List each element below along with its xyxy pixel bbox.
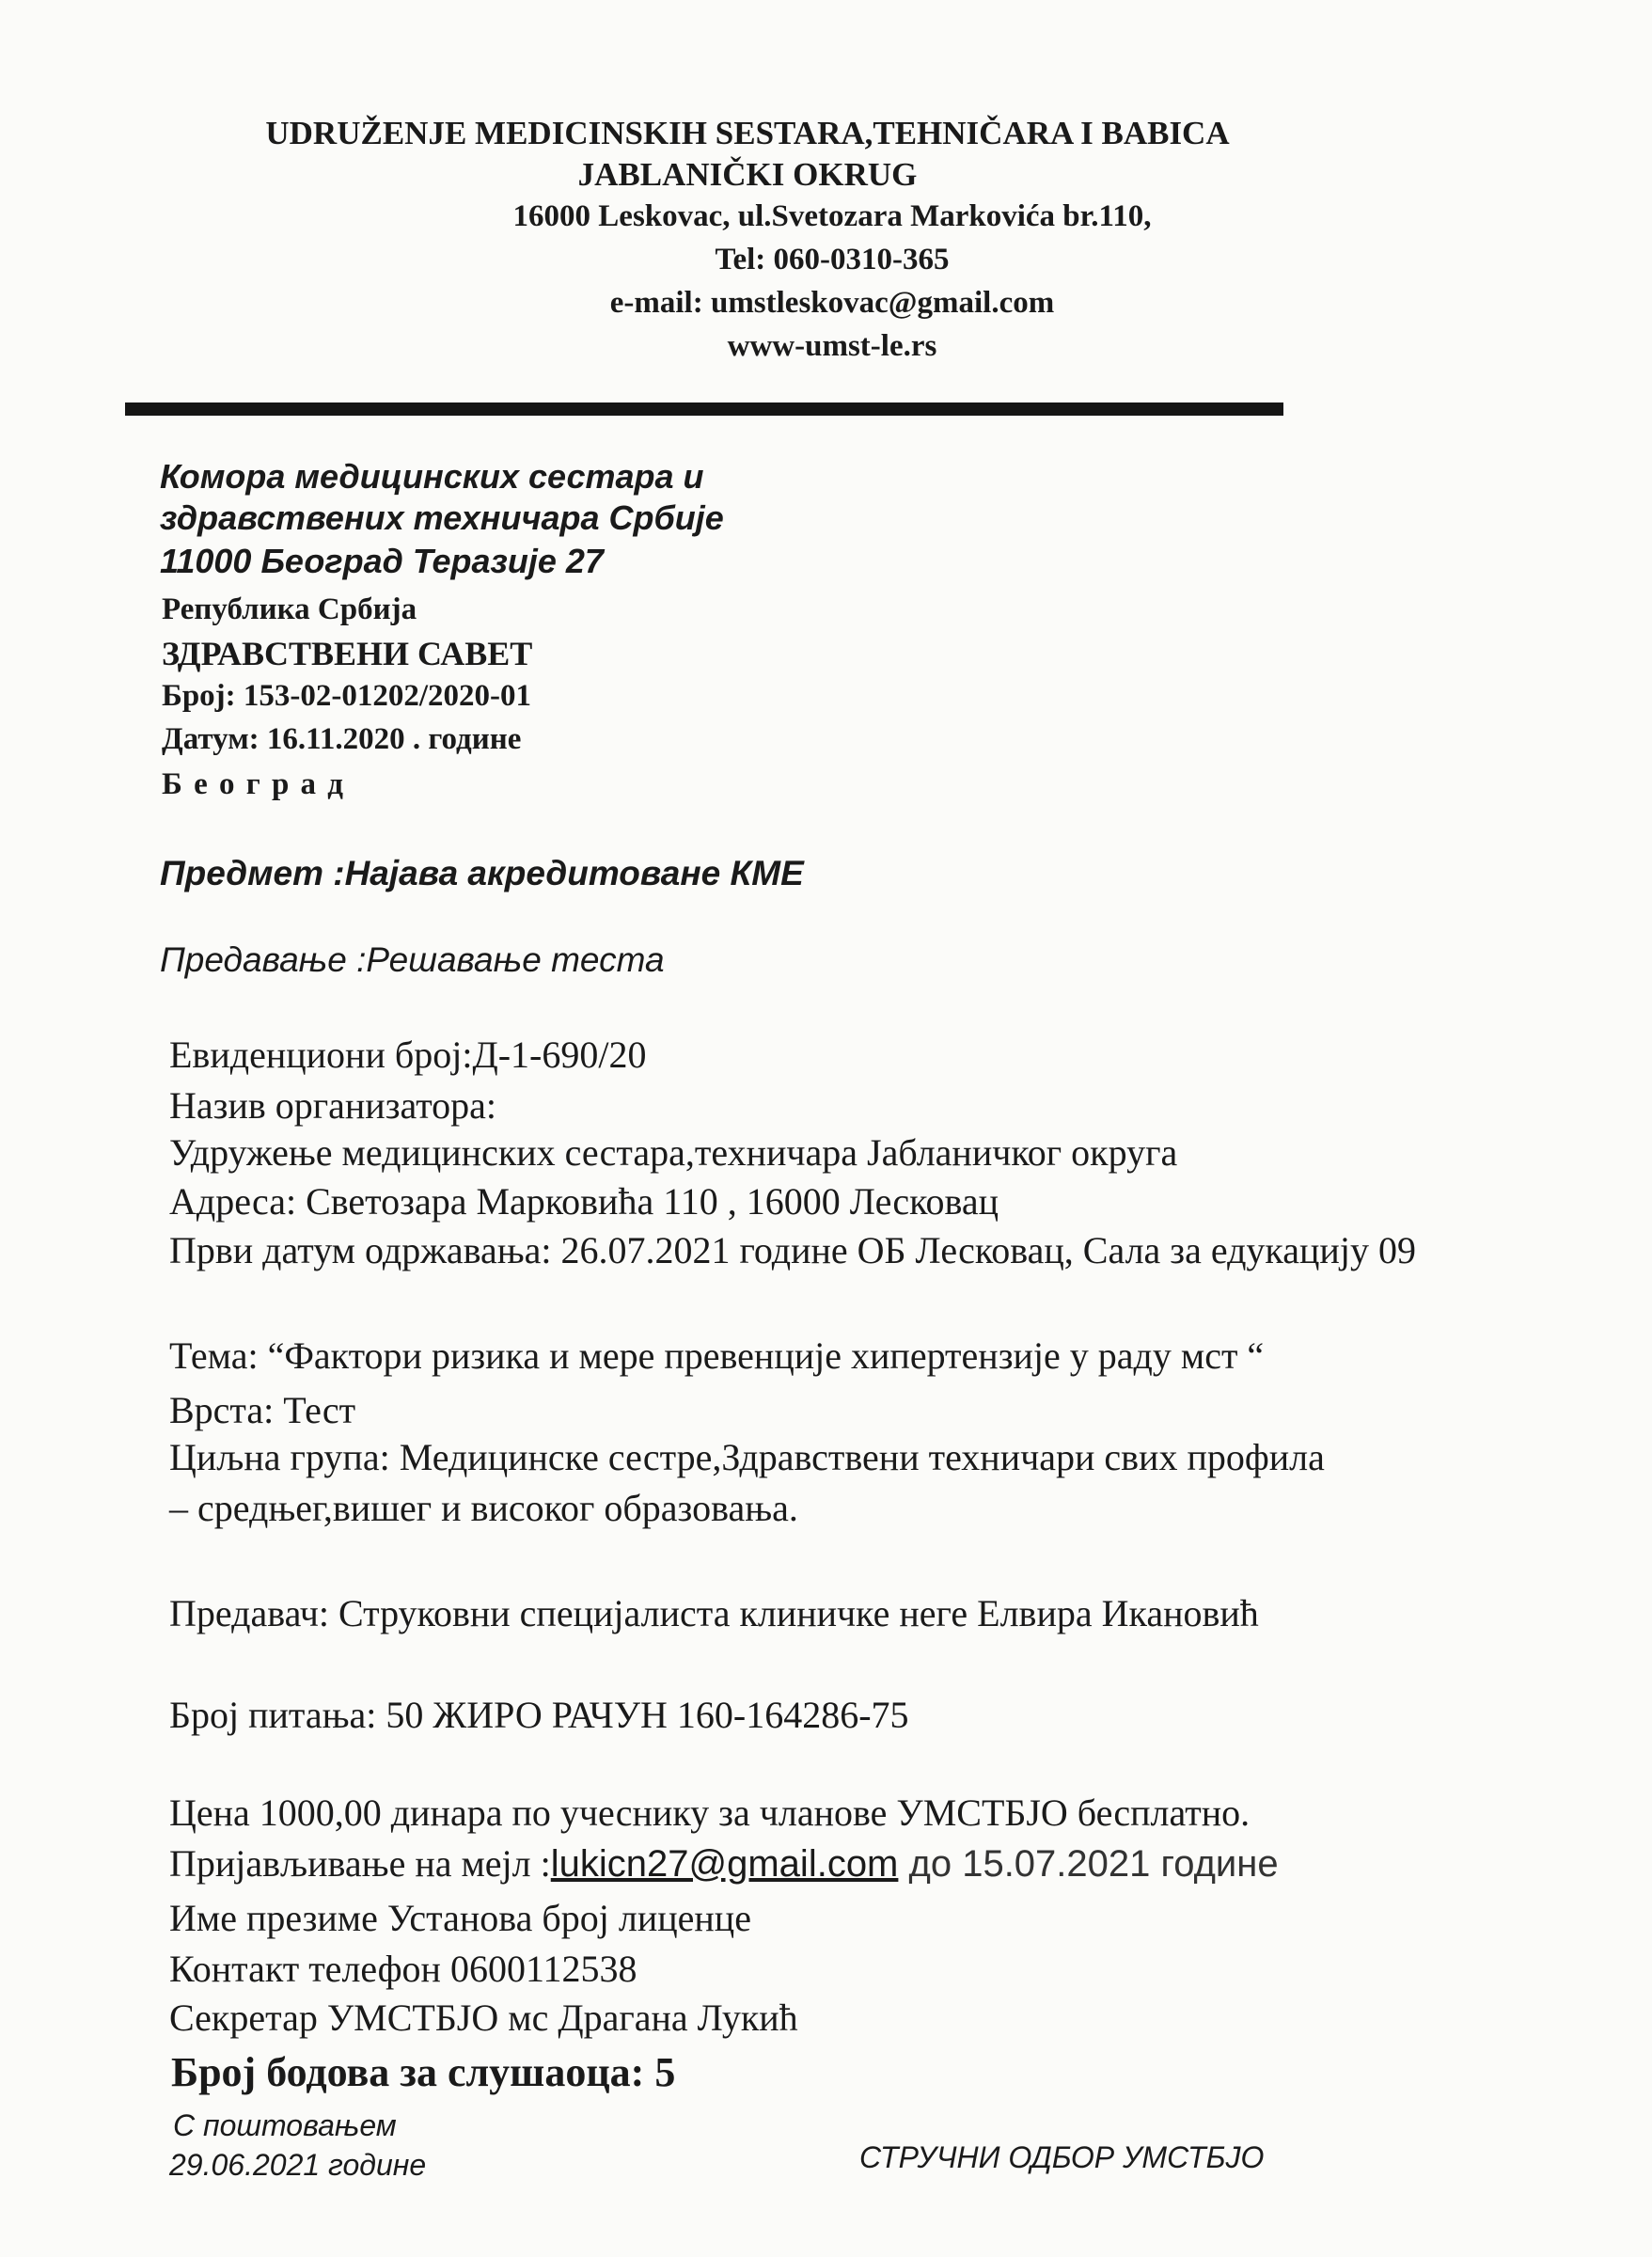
letterhead-district: JABLANIČKI OKRUG xyxy=(577,156,918,193)
closing-date: 29.06.2021 године xyxy=(169,2148,427,2182)
lecture-line: Предавање :Решавање теста xyxy=(160,940,665,979)
council-republic: Република Србија xyxy=(162,592,417,626)
recipient-line-1: Комора медицинских сестара и xyxy=(160,457,704,496)
evidence-number: Евиденциони број:Д-1-690/20 xyxy=(169,1034,647,1076)
target-group-line-2: – средњег,вишег и високог образовања. xyxy=(169,1487,798,1529)
council-number: Број: 153-02-01202/2020-01 xyxy=(162,679,532,713)
closing-regards: С поштовањем xyxy=(173,2108,397,2142)
letterhead-tel: Tel: 060-0310-365 xyxy=(715,243,950,276)
organizer-address: Адреса: Светозара Марковића 110 , 16000 Лесковац xyxy=(169,1180,999,1223)
council-city: Б е о г р а д xyxy=(162,767,345,801)
required-fields-line: Име презиме Установа број лиценце xyxy=(169,1897,751,1939)
first-date: Први датум одржавања: 26.07.2021 године ОБ Лесковац, Сала за едукацију 09 xyxy=(169,1229,1416,1271)
topic-type: Врста: Тест xyxy=(169,1389,356,1431)
registration-deadline: до 15.07.2021 године xyxy=(898,1843,1279,1885)
council-date: Датум: 16.11.2020 . године xyxy=(162,722,522,756)
lecturer-line: Предавач: Струковни специјалиста клиничке неге Елвира Икановић xyxy=(169,1592,1259,1634)
council-name: ЗДРАВСТВЕНИ САВЕТ xyxy=(162,635,533,672)
organizer-label: Назив организатора: xyxy=(169,1084,497,1127)
target-group-line-1: Циљна група: Медицинске сестре,Здравствени техничари свих профила xyxy=(169,1436,1325,1478)
recipient-line-3: 11000 Београд Теразије 27 xyxy=(160,542,604,580)
contact-phone-line: Контакт телефон 0600112538 xyxy=(169,1948,637,1990)
closing-committee: СТРУЧНИ ОДБОР УМСТБЈО xyxy=(859,2140,1265,2174)
registration-prefix: Пријављивање на мејл : xyxy=(169,1842,551,1885)
letterhead-website: www-umst-le.rs xyxy=(727,329,937,363)
price-line: Цена 1000,00 динара по учеснику за чланове УМСТБЈО бесплатно. xyxy=(169,1791,1251,1834)
questions-account-line: Број питања: 50 ЖИРО РАЧУН 160-164286-75 xyxy=(169,1694,909,1736)
registration-line xyxy=(169,1841,1279,1886)
topic-theme: Тема: “Фактори ризика и мере превенције хипертензије у раду мст “ xyxy=(169,1334,1265,1377)
letterhead-title: UDRUŽENJE MEDICINSKIH SESTARA,TEHNIČARA I BABICA xyxy=(265,115,1230,151)
recipient-line-2: здравствених техничара Србије xyxy=(160,498,724,537)
organizer-name: Удружење медицинских сестара,техничара Јабланичког округа xyxy=(169,1131,1178,1174)
header-divider xyxy=(125,402,1283,416)
registration-email-link[interactable]: lukicn27@gmail.com xyxy=(550,1843,899,1885)
subject-line: Предмет :Најава акредитоване КМЕ xyxy=(160,854,804,892)
secretary-line: Секретар УМСТБЈО мс Драгана Лукић xyxy=(169,1997,798,2039)
letterhead-email: e-mail: umstleskovac@gmail.com xyxy=(609,286,1055,320)
letterhead-address: 16000 Leskovac, ul.Svetozara Markovića br.110, xyxy=(512,199,1152,233)
points-line: Број бодова за слушаоца: 5 xyxy=(171,2049,676,2095)
